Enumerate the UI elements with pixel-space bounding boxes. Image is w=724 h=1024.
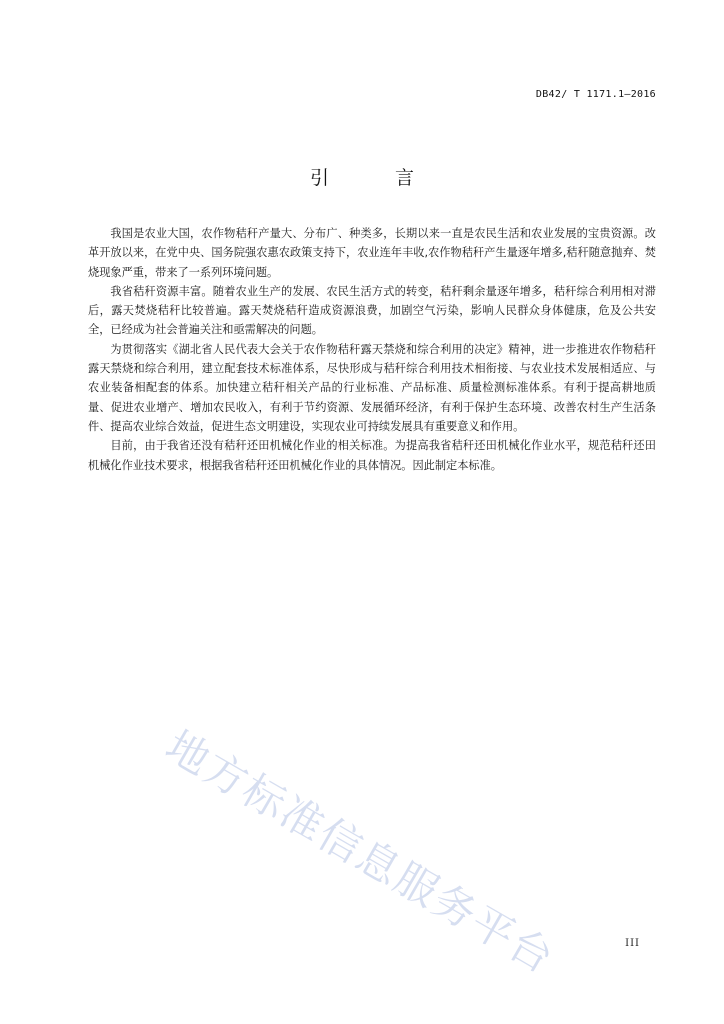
page-number: III xyxy=(625,938,640,949)
paragraph: 为贯彻落实《湖北省人民代表大会关于农作物秸秆露天禁烧和综合利用的决定》精神，进一步推进农作物秸秆露天禁烧和综合利用，建立配套技术标准体系，尽快形成与秸秆综合利用技术相衔接、与农业技术发展相适应、与农业装备相配套的体系。加快建立秸秆相关产品的行业标准、产品标准、质量检测标准体系。有利于提高耕地质量、促进农业增产、增加农民收入，有利于节约资源、发展循环经济，有利于保护生态环境、改善农村生产生活条件、提高农业综合效益，促进生态文明建设，实现农业可持续发展具有重要意义和作用。 xyxy=(88,342,656,433)
paragraph: 我国是农业大国，农作物秸秆产量大、分布广、种类多，长期以来一直是农民生活和农业发展的宝贵资源。改革开放以来，在党中央、国务院强农惠农政策支持下，农业连年丰收,农作物秸秆产生量逐年增多,秸秆随意抛弃、焚烧现象严重，带来了一系列环境问题。 xyxy=(88,227,656,279)
watermark: 地方标准信息服务平台 xyxy=(157,720,564,984)
introduction-body xyxy=(88,224,656,475)
document-code: DB42/ T 1171.1—2016 xyxy=(535,89,656,100)
paragraph: 我省秸秆资源丰富。随着农业生产的发展、农民生活方式的转变，秸秆剩余量逐年增多，秸秆综合利用相对滞后，露天焚烧秸秆比较普遍。露天焚烧秸秆造成资源浪费，加剧空气污染，影响人民群众身体健康，危及公共安全，已经成为社会普遍关注和亟需解决的问题。 xyxy=(88,284,656,337)
paragraph: 目前，由于我省还没有秸秆还田机械化作业的相关标准。为提高我省秸秆还田机械化作业水平，规范秸秆还田机械化作业技术要求，根据我省秸秆还田机械化作业的具体情况。因此制定本标准。 xyxy=(88,439,656,472)
section-title: 引 言 xyxy=(309,167,445,189)
